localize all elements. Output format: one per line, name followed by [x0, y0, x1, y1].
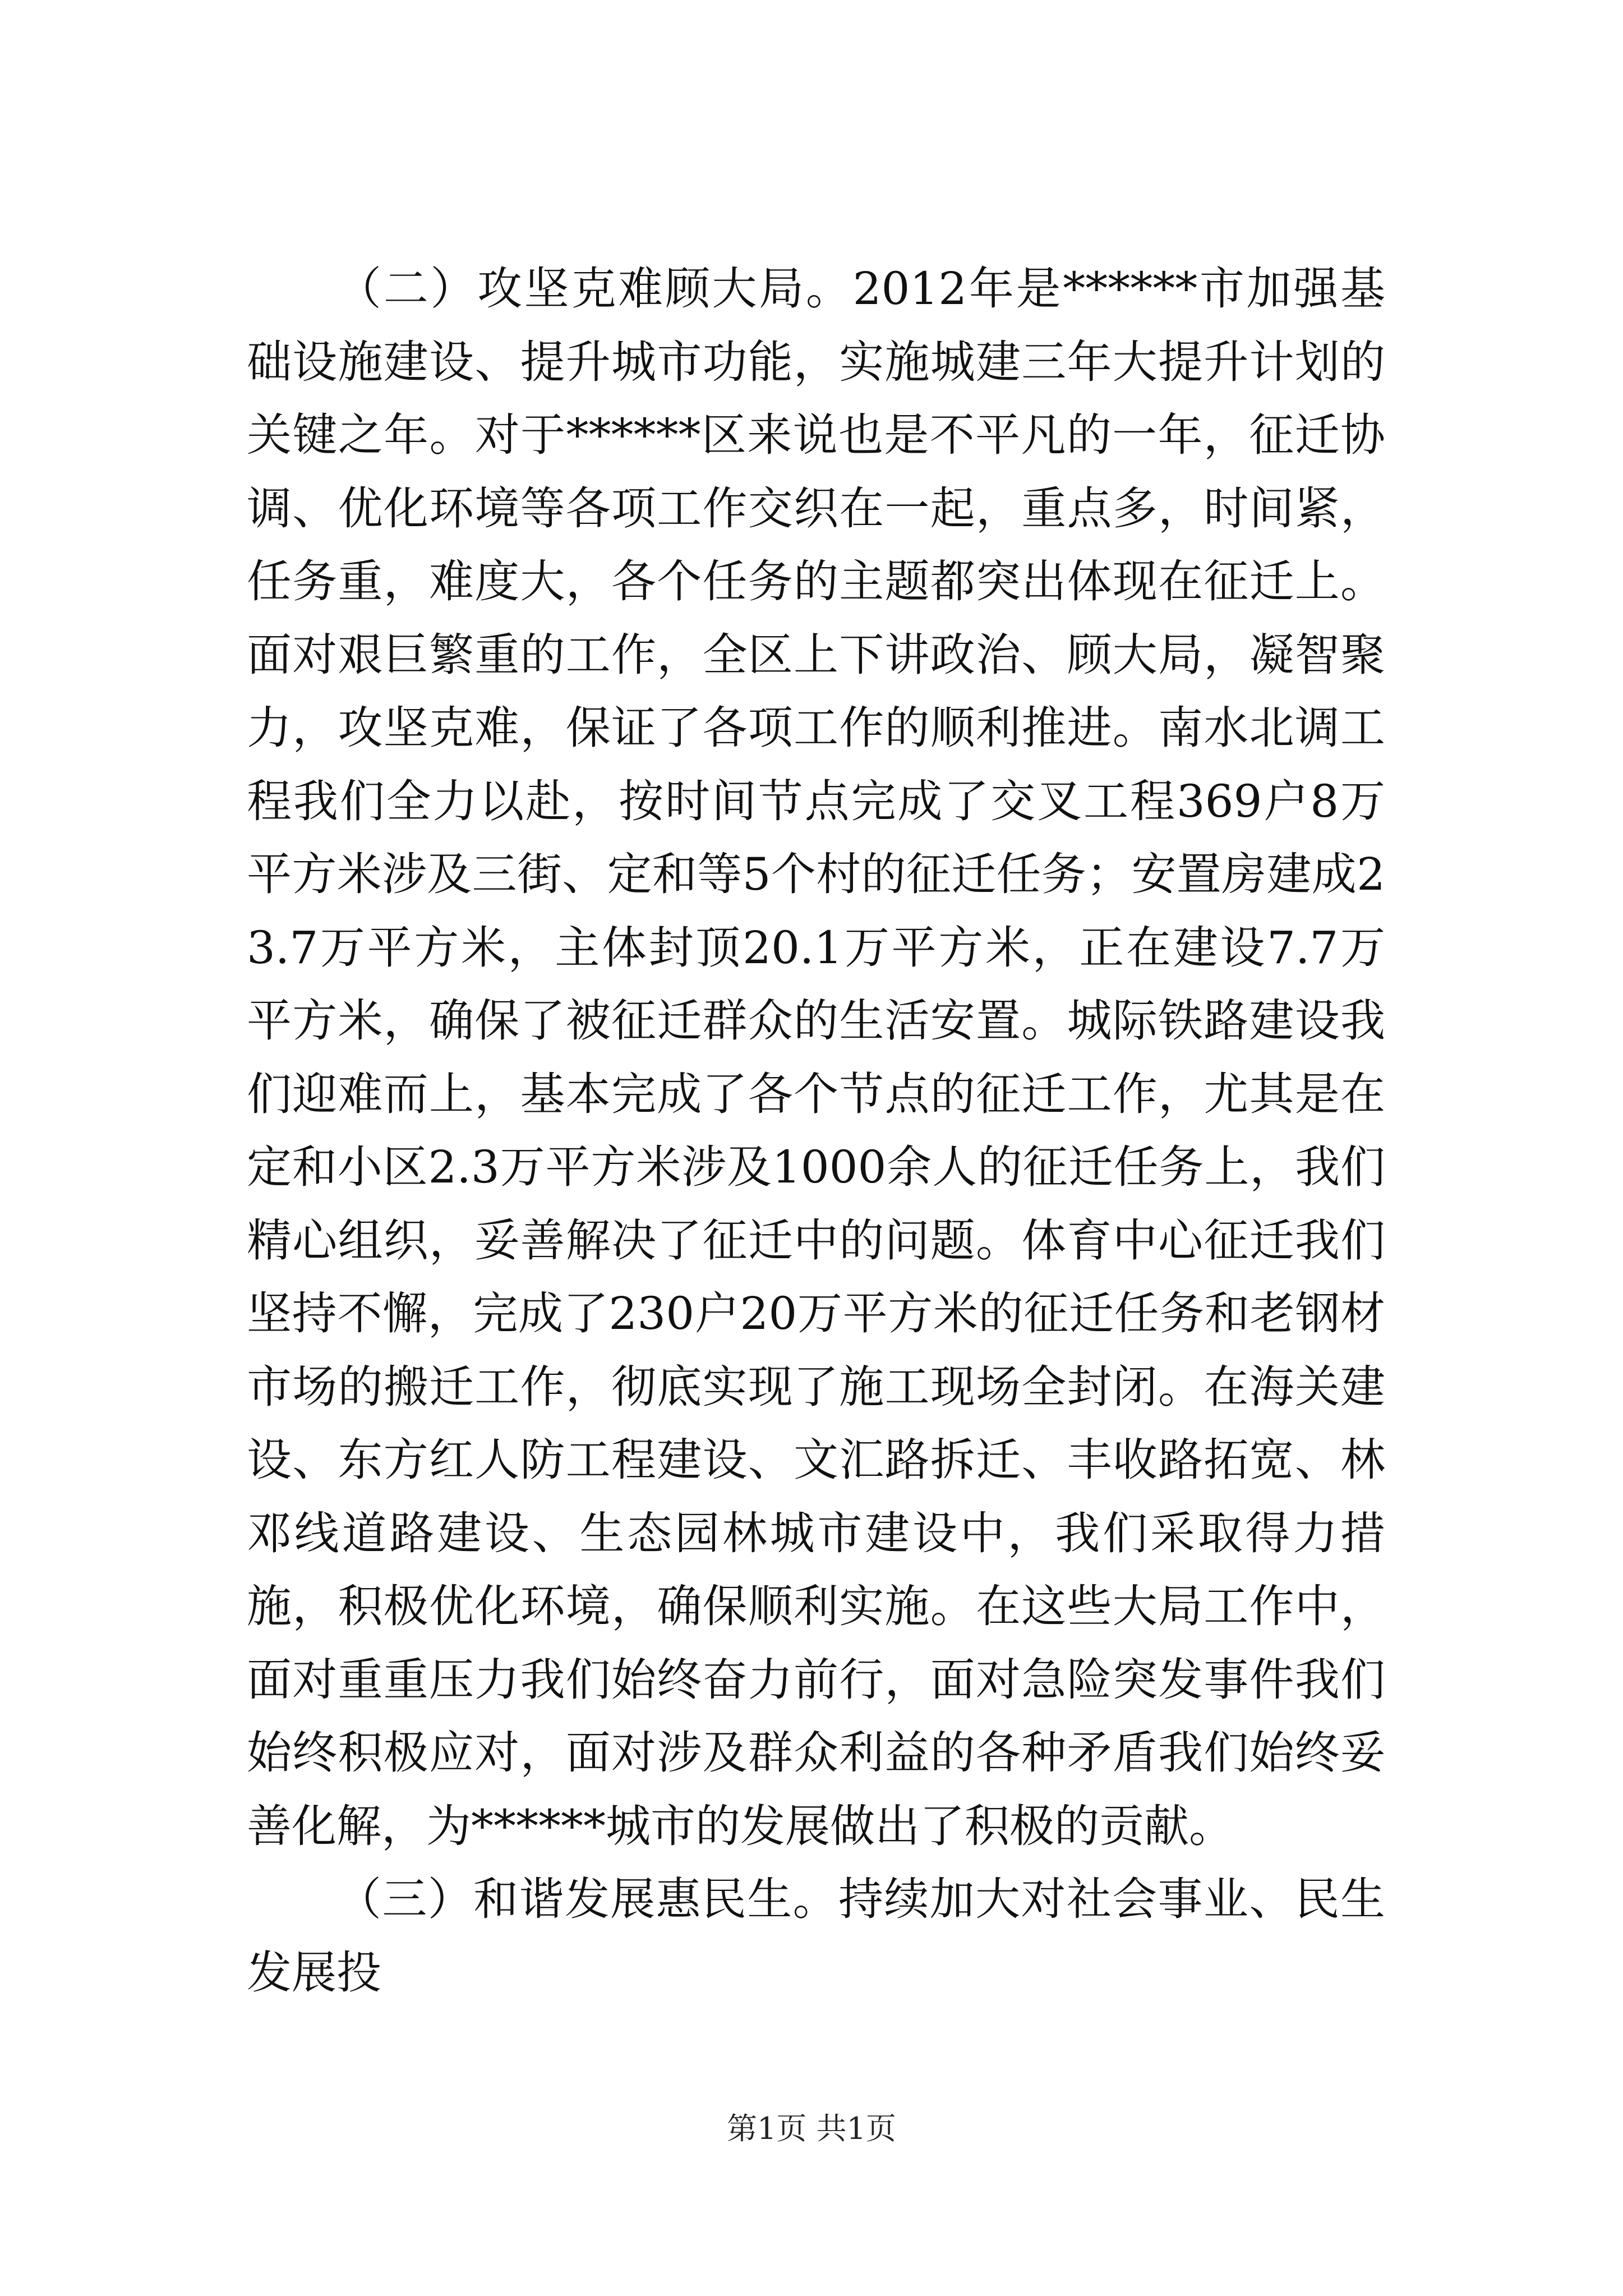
document-body: [247, 252, 1385, 2009]
page-footer: 第1页 共1页: [727, 2111, 896, 2146]
paragraph-section-2: （二）攻坚克难顾大局。2012年是******市加强基础设施建设、提升城市功能，实施城建三年大提升计划的关键之年。对于******区来说也是不平凡的一年，征迁协调、优化环境等各项工作交织在一起，重点多，时间紧，任务重，难度大，各个任务的主题都突出体现在征迁上。面对艰巨繁重的工作，全区上下讲政治、顾大局，凝智聚力，攻坚克难，保证了各项工作的顺利推进。南水北调工程我们全力以赴，按时间节点完成了交叉工程369户8万平方米涉及三街、定和等5个村的征迁任务；安置房建成23.7万平方米，主体封顶20.1万平方米，正在建设7.7万平方米，确保了被征迁群众的生活安置。城际铁路建设我们迎难而上，基本完成了各个节点的征迁工作，尤其是在定和小区2.3万平方米涉及1000余人的征迁任务上，我们精心组织，妥善解决了征迁中的问题。体育中心征迁我们坚持不懈，完成了230户20万平方米的征迁任务和老钢材市场的搬迁工作，彻底实现了施工现场全封闭。在海关建设、东方红人防工程建设、文汇路拆迁、丰收路拓宽、林邓线道路建设、生态园林城市建设中，我们采取得力措施，积极优化环境，确保顺利实施。在这些大局工作中，面对重重压力我们始终奋力前行，面对急险突发事件我们始终积极应对，面对涉及群众利益的各种矛盾我们始终妥善化解，为******城市的发展做出了积极的贡献。: [247, 263, 1385, 1852]
paragraph-section-3: （三）和谐发展惠民生。持续加大对社会事业、民生发展投: [247, 1873, 1385, 1999]
